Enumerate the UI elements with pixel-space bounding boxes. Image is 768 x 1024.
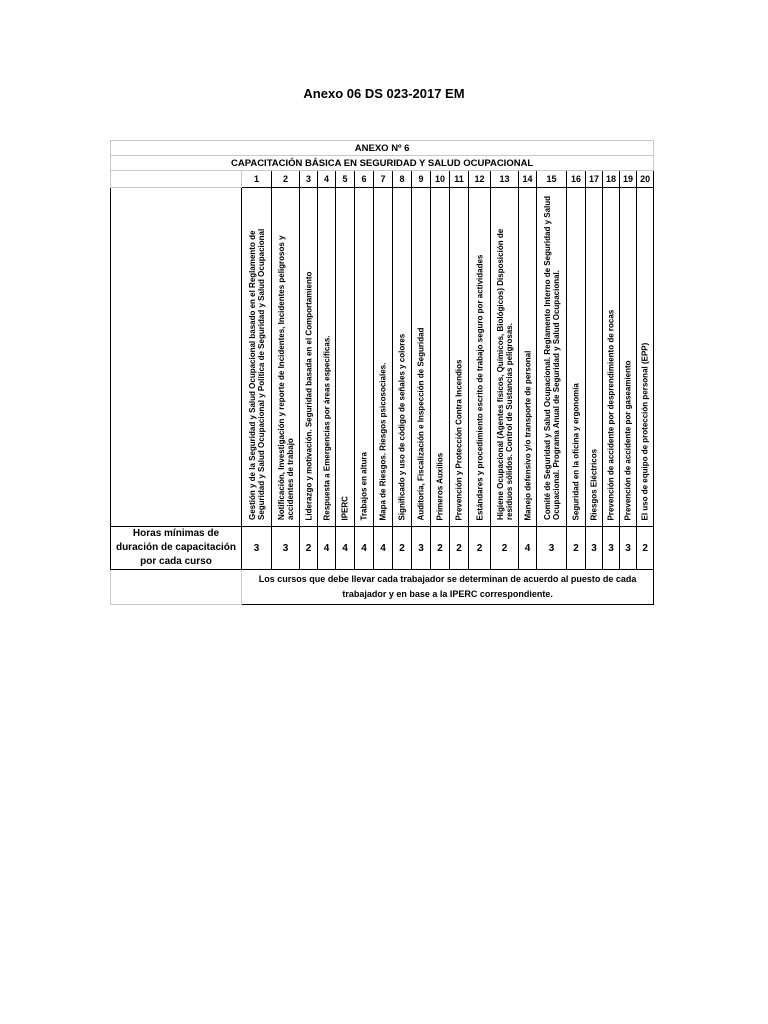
course-name-cell: [469, 188, 491, 527]
course-hours: 2: [450, 527, 469, 570]
course-name-cell: [355, 188, 374, 527]
course-name: Riesgos Eléctricos: [589, 448, 599, 520]
course-name: Prevención de accidente por gaseamiento: [623, 359, 633, 520]
course-hours: 3: [620, 527, 637, 570]
blank-cell: [111, 570, 242, 605]
course-name: Primeros Auxilios: [435, 452, 445, 520]
training-table: [110, 140, 654, 605]
course-name: El uso de equipo de protección personal (EPP): [640, 342, 650, 520]
course-hours: 4: [318, 527, 336, 570]
course-name-cell: [620, 188, 637, 527]
hours-label: Horas mínimas de duración de capacitación por cada curso: [111, 527, 242, 570]
course-name: Higiene Ocupacional (Agentes físicos, Químicos, Biológicos) Disposición de residuos sólidos. Control de Sustancias peligrosas.: [495, 228, 514, 520]
course-name-cell: [412, 188, 431, 527]
course-number: 5: [336, 171, 355, 188]
course-name: IPERC: [340, 495, 350, 520]
course-hours: 2: [431, 527, 450, 570]
course-name: Mapa de Riesgos. Riesgos psicosociales.: [378, 362, 388, 520]
course-number: 20: [637, 171, 654, 188]
course-name-cell: [300, 188, 318, 527]
course-name-cell: [318, 188, 336, 527]
course-name-cell: [393, 188, 412, 527]
course-hours: 2: [567, 527, 586, 570]
course-hours: 4: [355, 527, 374, 570]
course-name-row: [111, 188, 654, 527]
course-name: Gestión y de la Seguridad y Salud Ocupacional basado en el Reglamento de Seguridad y Salud Ocupacional y Política de Seguridad y Salud Ocupacional: [247, 228, 266, 520]
course-hours: 3: [412, 527, 431, 570]
course-number: 11: [450, 171, 469, 188]
course-name-cell: [450, 188, 469, 527]
course-name: Liderazgo y motivación. Seguridad basada en el Comportamiento: [304, 271, 313, 520]
course-number: 7: [374, 171, 393, 188]
course-number: 1: [242, 171, 272, 188]
course-number: 13: [491, 171, 519, 188]
course-number: 3: [300, 171, 318, 188]
course-hours: 2: [637, 527, 654, 570]
course-name-cell: [537, 188, 567, 527]
course-name: Respuesta a Emergencias por áreas específicas.: [322, 335, 331, 520]
course-name-cell: [567, 188, 586, 527]
course-hours: 3: [272, 527, 300, 570]
course-name: Comité de Seguridad y Salud Ocupacional. Reglamento Interno de Seguridad y Salud Ocupacional. Programa Anual de Seguridad y Salud Ocupacional.: [542, 195, 561, 520]
blank-cell: [111, 171, 242, 188]
course-name-cell: [336, 188, 355, 527]
course-number: 18: [603, 171, 620, 188]
course-number: 14: [519, 171, 537, 188]
course-name-cell: [491, 188, 519, 527]
course-hours: 4: [519, 527, 537, 570]
course-number: 19: [620, 171, 637, 188]
course-hours: 2: [491, 527, 519, 570]
course-name: Notificación, Investigación y reporte de Incidentes, Incidentes peligrosos y accidentes de trabajo: [276, 235, 295, 520]
course-hours: 2: [393, 527, 412, 570]
blank-cell: [111, 188, 242, 527]
course-name-cell: [242, 188, 272, 527]
hours-row: [111, 527, 654, 570]
course-name-cell: [431, 188, 450, 527]
course-name-cell: [374, 188, 393, 527]
course-name-cell: [637, 188, 654, 527]
course-number: 12: [469, 171, 491, 188]
course-name: Significado y uso de código de señales y colores: [397, 333, 407, 520]
course-number: 8: [393, 171, 412, 188]
course-number: 4: [318, 171, 336, 188]
course-hours: 2: [469, 527, 491, 570]
course-name-cell: [586, 188, 603, 527]
table-note: Los cursos que debe llevar cada trabajador se determinan de acuerdo al puesto de cada trabajador y en base a la IPERC correspondiente.: [242, 570, 654, 605]
course-name: Prevención y Protección Contra Incendios: [454, 359, 464, 520]
course-hours: 3: [242, 527, 272, 570]
course-name-cell: [519, 188, 537, 527]
course-hours: 2: [300, 527, 318, 570]
course-number: 6: [355, 171, 374, 188]
course-hours: 4: [336, 527, 355, 570]
course-name: Estándares y procedimiento escrito de trabajo seguro por actividades: [475, 254, 484, 520]
course-name: Seguridad en la oficina y ergonomía: [571, 382, 581, 520]
course-name: Auditoría, Fiscalización e Inspección de Seguridad: [416, 327, 426, 520]
course-hours: 3: [537, 527, 567, 570]
course-number: 2: [272, 171, 300, 188]
course-name: Manejo defensivo y/o transporte de personal: [523, 350, 532, 520]
course-name-cell: [272, 188, 300, 527]
table-heading: CAPACITACIÓN BÁSICA EN SEGURIDAD Y SALUD OCUPACIONAL: [111, 156, 654, 171]
course-hours: 3: [586, 527, 603, 570]
course-number: 15: [537, 171, 567, 188]
course-hours: 3: [603, 527, 620, 570]
course-name-cell: [603, 188, 620, 527]
course-number: 9: [412, 171, 431, 188]
course-number: 16: [567, 171, 586, 188]
course-name: Trabajos en altura: [359, 451, 369, 520]
course-number-row: [111, 171, 654, 188]
course-name: Prevención de accidente por desprendimiento de rocas: [606, 309, 616, 520]
document-title: Anexo 06 DS 023-2017 EM: [303, 86, 465, 101]
course-number: 10: [431, 171, 450, 188]
course-hours: 4: [374, 527, 393, 570]
annex-label: ANEXO Nº 6: [111, 141, 654, 156]
course-number: 17: [586, 171, 603, 188]
